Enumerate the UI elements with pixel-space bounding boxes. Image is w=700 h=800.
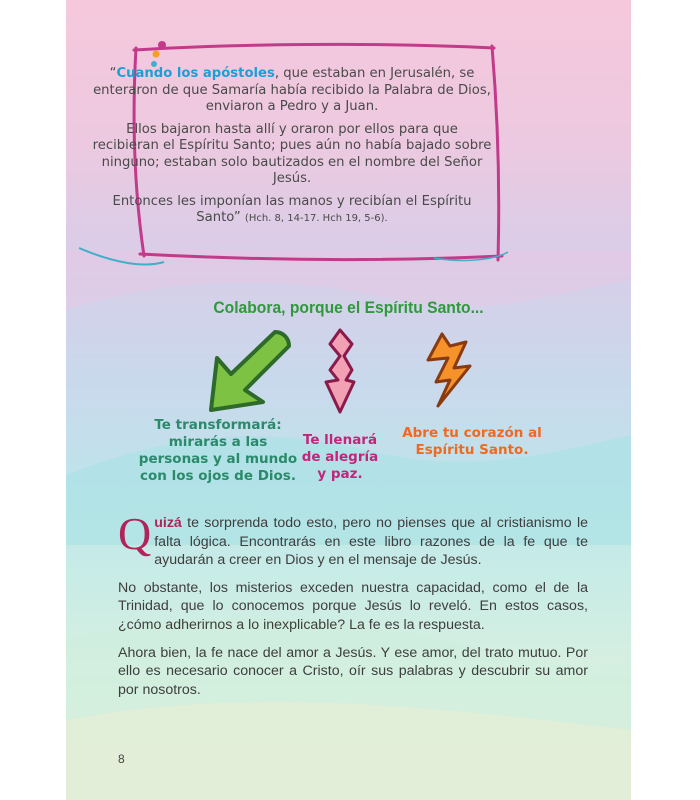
caption-transform: Te transformará: mirarás a las personas y al mundo con los ojos de Dios.	[138, 417, 298, 484]
bible-quote	[92, 66, 492, 234]
quote-reference: (Hch. 8, 14-17. Hch 19, 5-6).	[244, 213, 388, 224]
page-number: 8	[118, 752, 125, 766]
caption-open-heart: Abre tu corazón al Espíritu Santo.	[402, 425, 542, 458]
drop-cap: Q	[118, 508, 152, 559]
quote-line1: , que estaban en Jerusalén, se enteraron de que Samaría había recibido la Palabra de Dios, enviaron a Pedro y a Juan.	[93, 66, 491, 114]
green-arrow-icon	[205, 328, 295, 414]
caption-joy: Te llenará de alegría y paz.	[301, 432, 379, 482]
quote-para2: Ellos bajaron hasta allí y oraron por ellos para que recibieran el Espíritu Santo; pues aún no había bajado sobre ninguno; estaban solo bautizados en el nombre del Señor Jesús.	[92, 121, 492, 186]
quote-para3: Entonces les imponían las manos y recibían el Espíritu Santo”	[112, 193, 472, 225]
quote-highlight: Cuando los apóstoles	[116, 66, 275, 81]
body-para3: Ahora bien, la fe nace del amor a Jesús. Y ese amor, del trato mutuo. Por ello es necesario conocer a Cristo, oír sus palabras y descubrir su amor por nosotros.	[118, 644, 588, 698]
pink-arrow-icon	[320, 326, 360, 416]
body-para2: No obstante, los misterios exceden nuestra capacidad, como el de la Trinidad, que lo conocemos porque Jesús lo reveló. En estos casos, ¿cómo adherirnos a lo inexplicable? La fe es la respuesta.	[118, 579, 588, 633]
lead-word: uizá	[154, 515, 182, 531]
body-para1: te sorprenda todo esto, pero no pienses que al cristianismo le falta lógica. Encontrarás en este libro razones de la fe que te ayudarán a creer en Dios y en el mensaje de Jesús.	[154, 515, 588, 569]
orange-arrow-icon	[420, 330, 480, 410]
body-text	[118, 508, 588, 708]
section-title: Colabora, porque el Espíritu Santo...	[213, 298, 484, 317]
quote-open-mark: “	[109, 66, 117, 81]
